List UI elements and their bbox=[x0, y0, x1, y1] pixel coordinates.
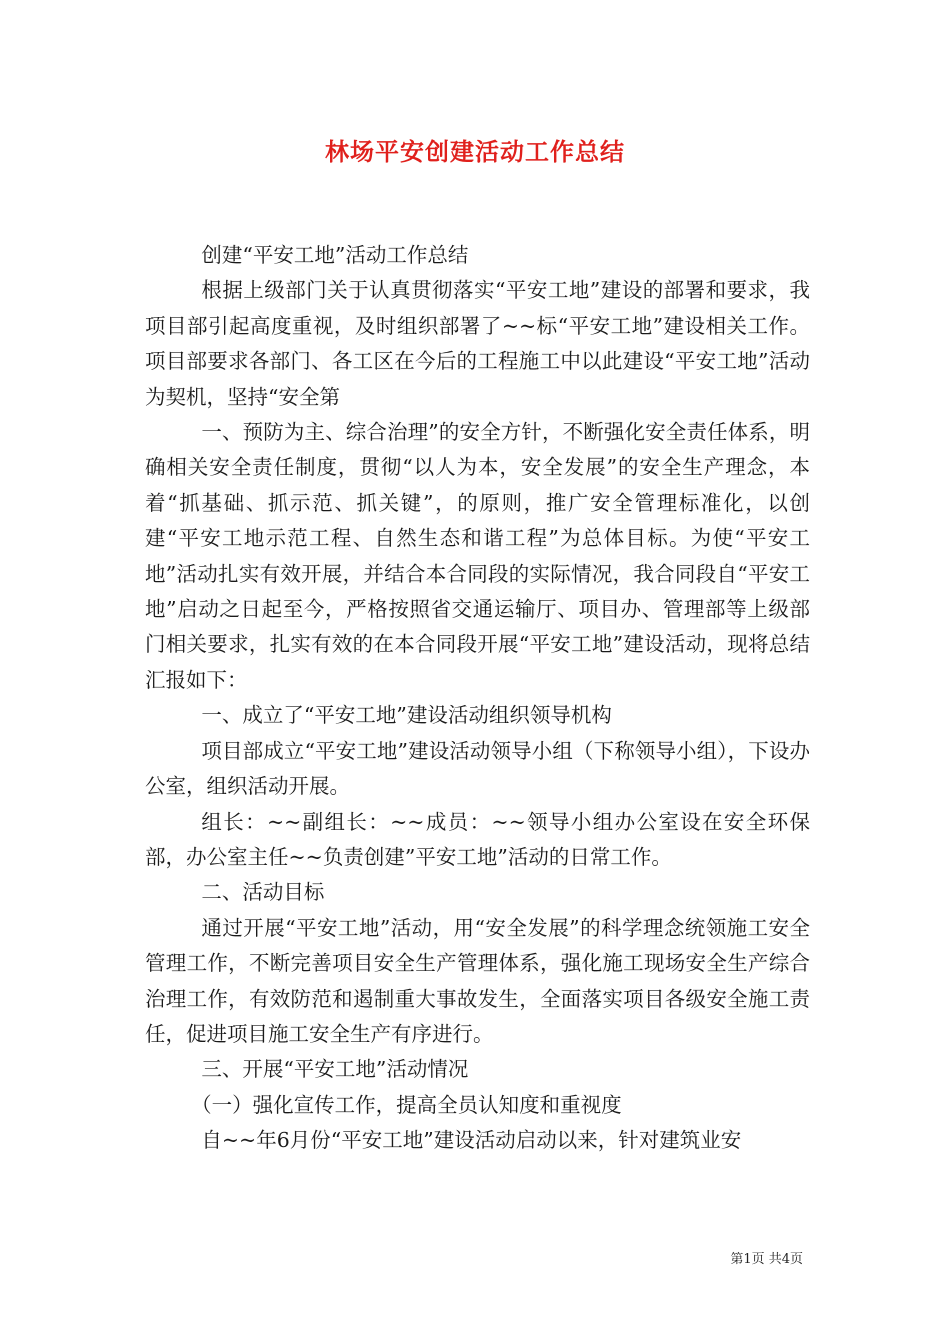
section-heading: 一、成立了“平安工地”建设活动组织领导机构 bbox=[201, 703, 612, 728]
document-title: 林场平安创建活动工作总结 bbox=[325, 137, 625, 166]
paragraph-subtitle: 创建“平安工地”活动工作总结 bbox=[201, 243, 469, 267]
paragraph: 组长：~~副组长：~~成员：~~领导小组办公室设在安全环保部，办公室主任~~负责创建”平安工地”活动的日常工作。 bbox=[145, 809, 810, 869]
page-number: 第1页 共4页 bbox=[730, 1252, 803, 1267]
paragraph: 项目部成立“平安工地”建设活动领导小组（下称领导小组），下设办公室，组织活动开展。 bbox=[145, 738, 810, 799]
subsection-heading: （一）强化宣传工作，提高全员认知度和重视度 bbox=[191, 1092, 622, 1117]
paragraph: 一、预防为主、综合治理”的安全方针，不断强化安全责任体系，明确相关安全责任制度，贯彻“以人为本，安全发展”的安全生产理念，本着“抓基础、抓示范、抓关键”，的原则，推广安全管理标准化，以创建“平安工地示范工程、自然生态和谐工程”为总体目标。为使“平安工地”活动扎实有效开展，并结合本合同段的实际情况，我合同段自“平安工地”启动之日起至今，严格按照省交通运输厅、项目办、管理部等上级部门相关要求，扎实有效的在本合同段开展“平安工地”建设活动，现将总结汇报如下： bbox=[145, 420, 810, 692]
document-body bbox=[145, 238, 810, 1159]
paragraph: 自~~年6月份“平安工地”建设活动启动以来，针对建筑业安 bbox=[201, 1128, 742, 1153]
section-heading: 二、活动目标 bbox=[201, 880, 325, 905]
section-heading: 三、开展“平安工地”活动情况 bbox=[201, 1057, 469, 1082]
paragraph: 通过开展“平安工地”活动，用“安全发展”的科学理念统领施工安全管理工作，不断完善项目安全生产管理体系，强化施工现场安全生产综合治理工作，有效防范和遏制重大事故发生，全面落实项目各级安全施工责任，促进项目施工安全生产有序进行。 bbox=[145, 915, 810, 1046]
paragraph: 根据上级部门关于认真贯彻落实“平安工地”建设的部署和要求，我项目部引起高度重视，及时组织部署了~~标“平安工地”建设相关工作。项目部要求各部门、各工区在今后的工程施工中以此建设“平安工地”活动为契机，坚持“安全第 bbox=[145, 278, 810, 409]
